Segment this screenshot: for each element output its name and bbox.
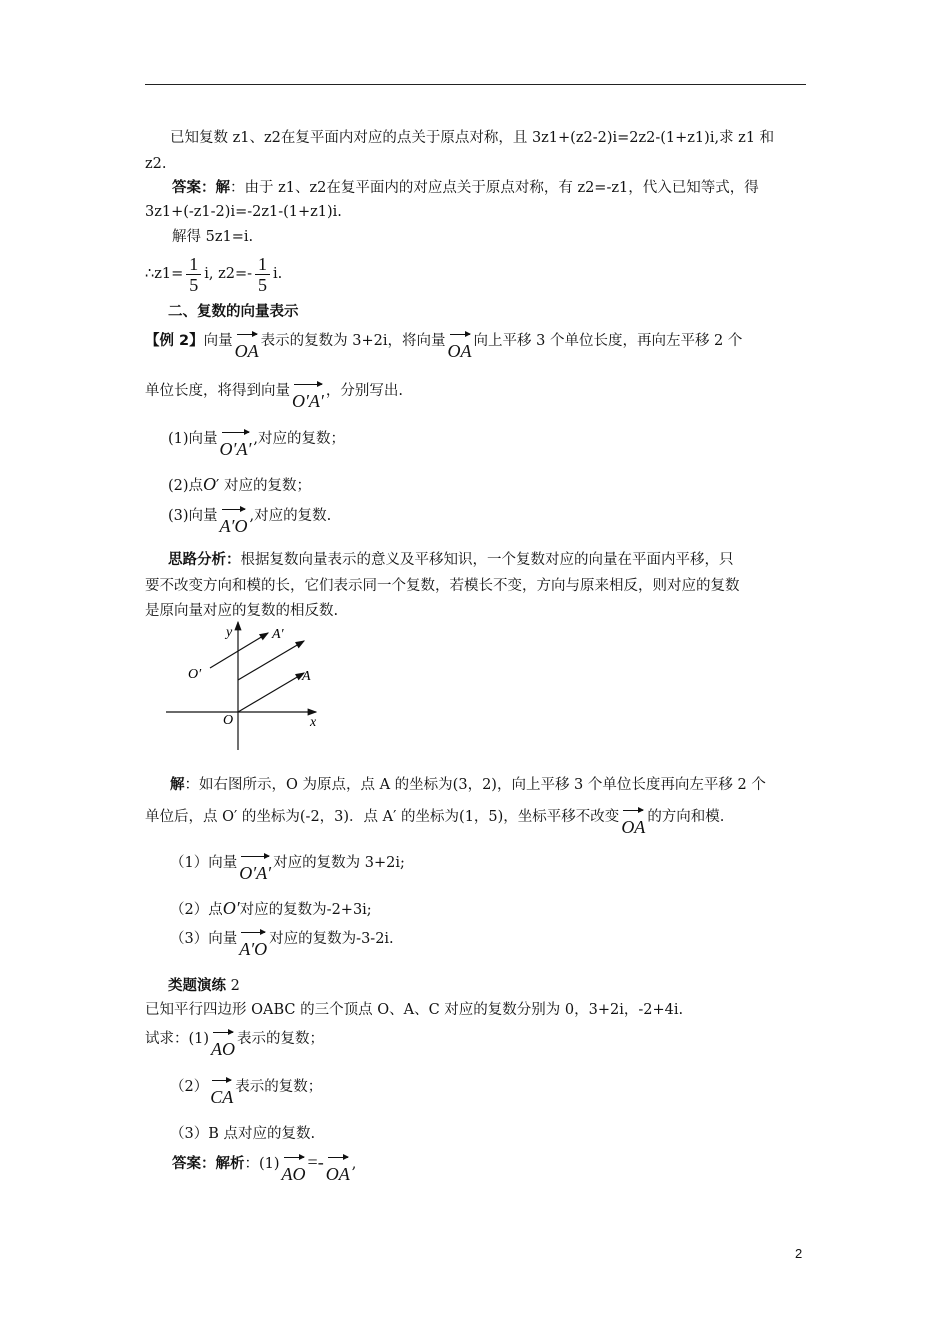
practice-q1: 试求：(1) AO 表示的复数； bbox=[145, 1028, 324, 1058]
aprime-label: A′ bbox=[272, 627, 284, 642]
x-label: x bbox=[310, 715, 317, 730]
fraction: $\frac{1}{5}$ bbox=[186, 254, 201, 295]
practice-q2: （2） CA 表示的复数； bbox=[170, 1076, 322, 1106]
vector-ao: AO bbox=[211, 1028, 235, 1058]
practice-q3: （3）B 点对应的复数. bbox=[170, 1126, 316, 1142]
practice-line-1: 已知平行四边形 OABC 的三个顶点 O、A、C 对应的复数分别为 0，3+2i，-2+4i. bbox=[145, 1002, 684, 1018]
vector-apo: A′O bbox=[239, 928, 267, 958]
solution-step-3: （3）向量 A′O 对应的复数为-3-2i. bbox=[170, 928, 394, 958]
vector-opap: O′A′ bbox=[239, 852, 271, 882]
vector-middle-arrow bbox=[238, 641, 304, 680]
answer-label: 答案：解 bbox=[172, 180, 230, 196]
translation-diagram bbox=[166, 616, 326, 752]
solution-line-2: 单位后，点 O′ 的坐标为(-2，3)．点 A′ 的坐标为(1，5)，坐标平移不改变 OA 的方向和模. bbox=[145, 806, 724, 836]
vector-opap-arrow bbox=[210, 633, 268, 668]
solution-step-1: （1）向量 O′A′ 对应的复数为 3+2i; bbox=[170, 852, 405, 882]
vector-oa: OA bbox=[448, 330, 472, 360]
answer-line-1: 答案：解：由于 z1、z2在复平面内的对应点关于原点对称，有 z2=-z1，代入已知等式，得 bbox=[172, 180, 759, 196]
analysis-line-2: 要不改变方向和模的长，它们表示同一个复数，若模长不变，方向与原来相反，则对应的复数 bbox=[145, 578, 740, 594]
intro-line-2: z2. bbox=[145, 156, 167, 172]
analysis-line-1: 思路分析：根据复数向量表示的意义及平移知识，一个复数对应的向量在平面内平移，只 bbox=[168, 552, 734, 568]
vector-oa: OA bbox=[326, 1153, 350, 1183]
analysis-line-3: 是原向量对应的复数的相反数. bbox=[145, 603, 339, 619]
result-line: ∴z1= $\frac{1}{5}$ i, z2=- $\frac{1}{5}$ i. bbox=[145, 253, 283, 295]
page-number: 2 bbox=[795, 1246, 803, 1261]
answer-line-2: 3z1+(-z1-2)i=-2z1-(1+z1)i. bbox=[145, 204, 342, 220]
vector-apo: A′O bbox=[220, 505, 248, 535]
vector-oa: OA bbox=[621, 806, 645, 836]
oprime-label: O′ bbox=[188, 667, 202, 682]
example-line-2: 单位长度，将得到向量 O′A′ ，分别写出. bbox=[145, 380, 403, 410]
answer-line-3: 解得 5z1=i. bbox=[172, 229, 254, 245]
origin-label: O bbox=[223, 713, 234, 728]
y-label: y bbox=[226, 625, 233, 640]
fraction: $\frac{1}{5}$ bbox=[255, 254, 270, 295]
question-3: (3)向量 A′O ,对应的复数. bbox=[168, 505, 331, 535]
point-oprime: O′ bbox=[222, 898, 240, 918]
vector-ao: AO bbox=[282, 1153, 306, 1183]
practice-answer: 答案：解析：(1) AO=- OA , bbox=[172, 1152, 357, 1184]
a-label: A bbox=[302, 669, 311, 684]
question-2: (2)点O′ 对应的复数； bbox=[168, 474, 311, 494]
section-heading: 二、复数的向量表示 bbox=[168, 304, 299, 320]
example-line-1: 【例 2】向量 OA 表示的复数为 3+2i，将向量 OA 向上平移 3 个单位长度，再向左平移 2 个 bbox=[145, 330, 742, 360]
practice-heading: 类题演练 2 bbox=[168, 978, 240, 994]
vector-ca: CA bbox=[210, 1076, 233, 1106]
vector-opap: O′A′ bbox=[220, 428, 252, 458]
solution-line-1: 解：如右图所示，O 为原点，点 A 的坐标为(3，2)，向上平移 3 个单位长度再向左平移 2 个 bbox=[170, 777, 766, 793]
vector-oa: OA bbox=[235, 330, 259, 360]
header-rule bbox=[145, 84, 806, 85]
question-1: (1)向量 O′A′ ,对应的复数； bbox=[168, 428, 345, 458]
intro-line-1: 已知复数 z1、z2在复平面内对应的点关于原点对称，且 3z1+(z2-2)i=2z2-(1+z1)i,求 z1 和 bbox=[170, 130, 775, 146]
solution-step-2: （2）点O′对应的复数为-2+3i; bbox=[170, 898, 372, 918]
vector-opap: O′A′ bbox=[292, 380, 324, 410]
point-o: O bbox=[203, 474, 217, 494]
vector-oa-arrow bbox=[238, 673, 304, 712]
